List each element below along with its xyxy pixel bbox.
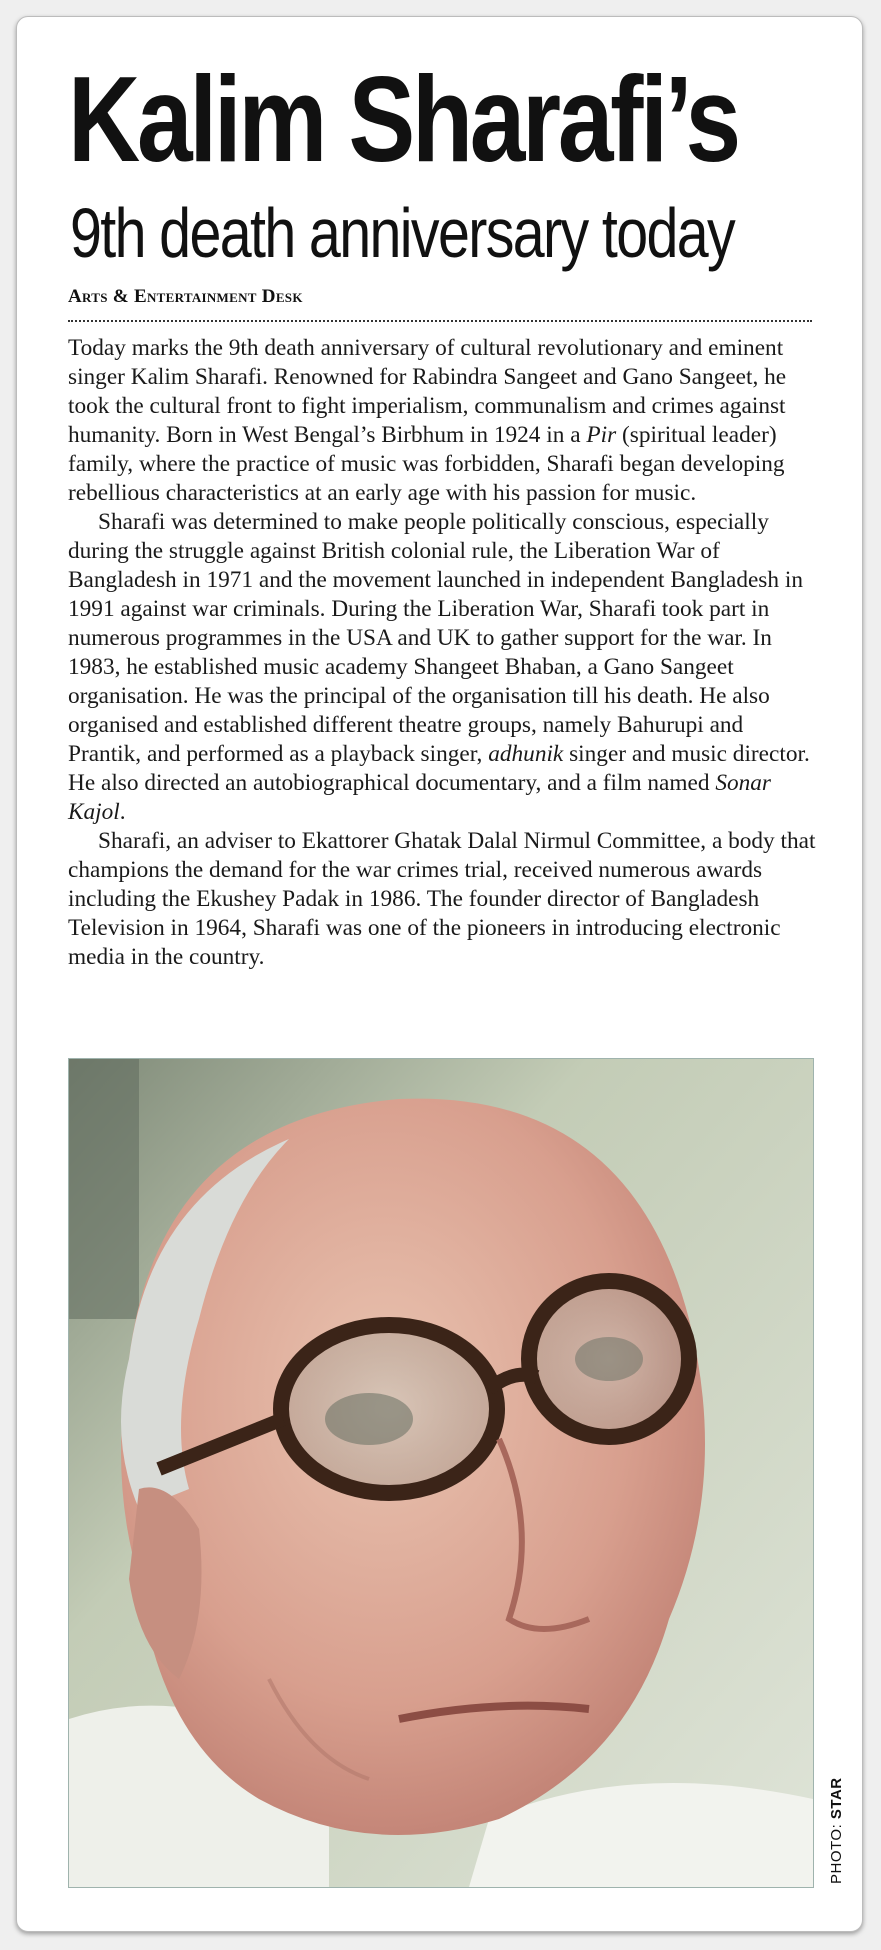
byline: Arts & Entertainment Desk bbox=[68, 286, 303, 307]
paragraph-3: Sharafi, an adviser to Ekattorer Ghatak Dalal Nirmul Committee, a body that champions the demand for the war crimes trial, received numerous awards including the Ekushey Padak in 1986. The founder director of Bangladesh Television in 1964, Sharafi was one of the pioneers in introducing electronic media in the country. bbox=[68, 828, 816, 970]
paragraph-2: Sharafi was determined to make people politically conscious, especially during the struggle against British colonial rule, the Liberation War of Bangladesh in 1971 and the movement launched in independent Bangladesh in 1991 against war criminals. During the Liberation War, Sharafi took part in numerous programmes in the USA and UK to gather support for the war. In 1983, he established music academy Shangeet Bhaban, a Gano Sangeet organisation. He was the principal of the organisation till his death. He also organised and established different theatre groups, namely Bahurupi and Prantik, and performed as a playback singer, adhunik singer and music director. He also directed an autobiographical documentary, and a film named Sonar Kajol. bbox=[68, 509, 810, 825]
article-body bbox=[68, 334, 816, 972]
portrait-illustration bbox=[69, 1059, 813, 1887]
photo-credit: PHOTO: STAR bbox=[828, 1777, 845, 1884]
subheadline: 9th death anniversary today bbox=[70, 194, 735, 272]
paragraph-1: Today marks the 9th death anniversary of cultural revolutionary and eminent singer Kalim Sharafi. Renowned for Rabindra Sangeet and Gano Sangeet, he took the cultural front to fight imperialism, communalism and crimes against humanity. Born in West Bengal’s Birbhum in 1924 in a Pir (spiritual leader) family, where the practice of music was forbidden, Sharafi began developing rebellious characteristics at an early age with his passion for music. bbox=[68, 335, 787, 506]
dotted-divider bbox=[68, 320, 812, 322]
portrait-photo bbox=[68, 1058, 814, 1888]
headline: Kalim Sharafi’s bbox=[68, 51, 738, 187]
